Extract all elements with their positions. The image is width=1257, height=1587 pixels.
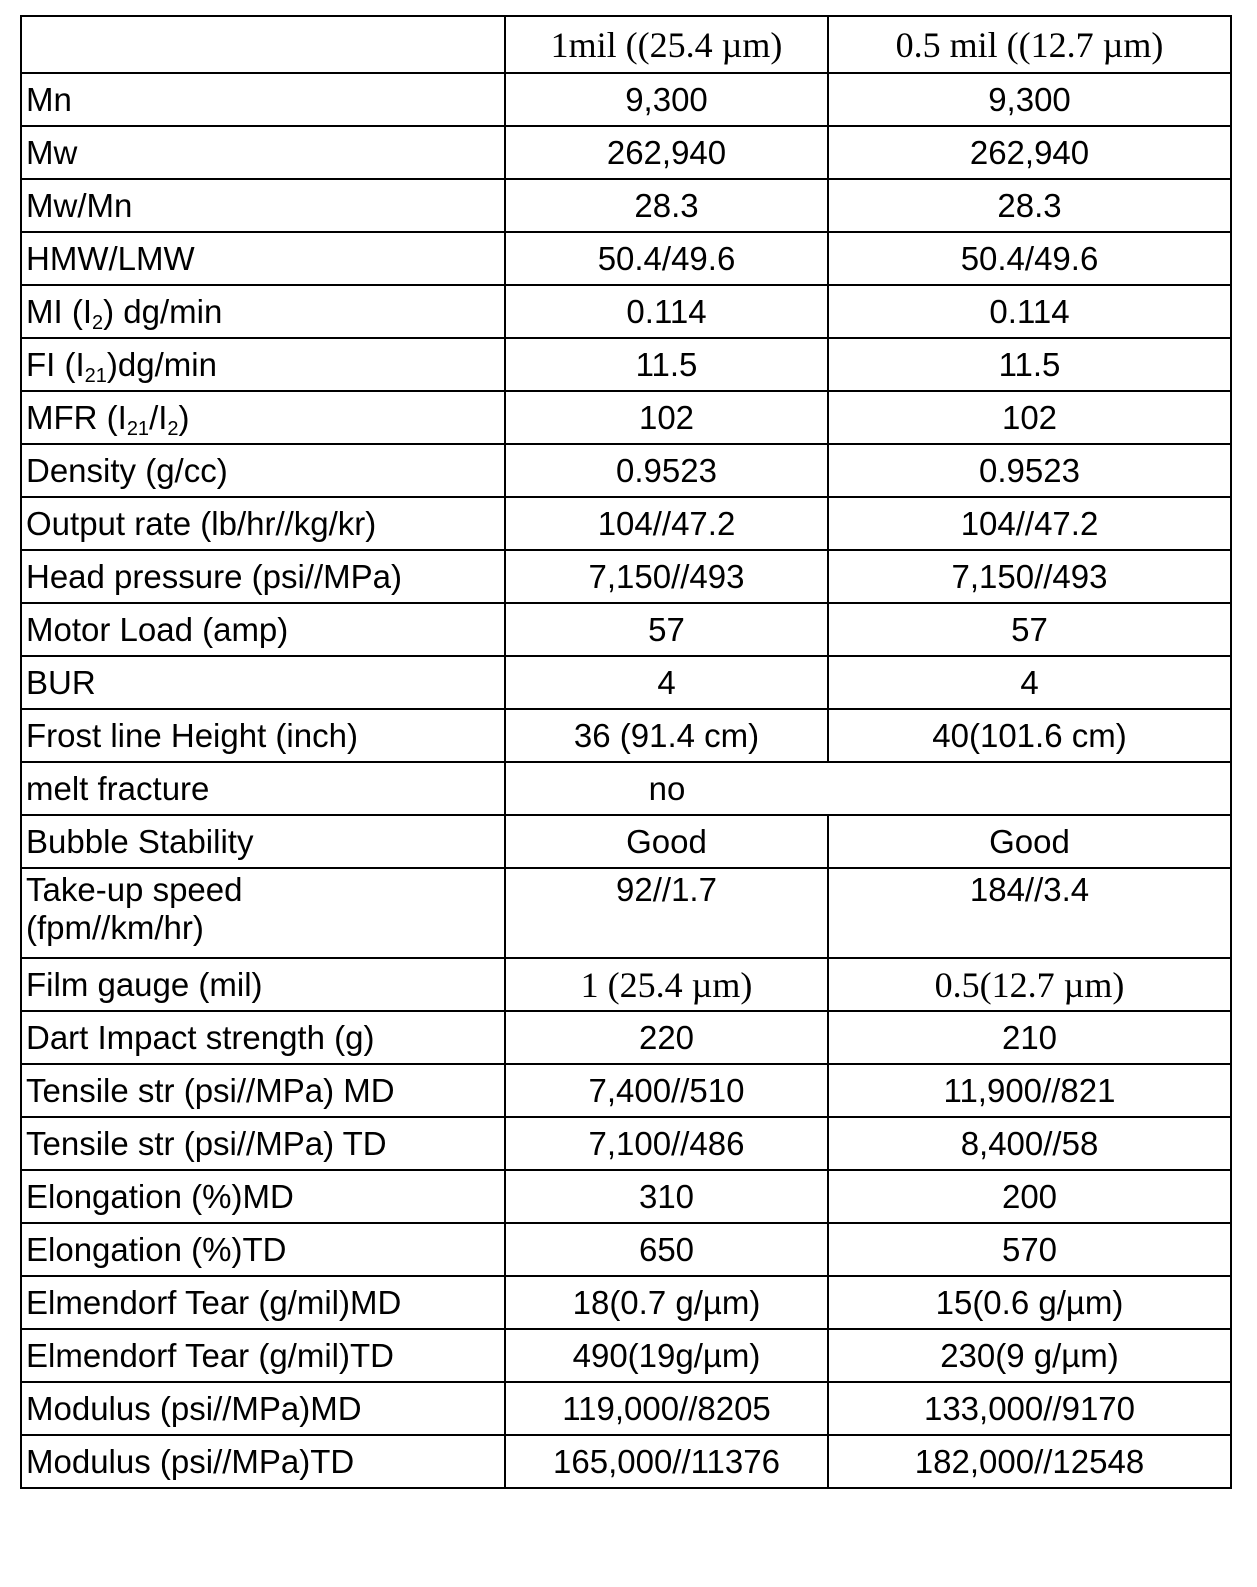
value-0-5mil: 262,940 <box>828 126 1231 179</box>
value-1mil: 650 <box>505 1223 828 1276</box>
label-text: Modulus (psi//MPa)TD <box>26 1443 354 1480</box>
table-row <box>21 1329 1231 1382</box>
value-1mil: 310 <box>505 1170 828 1223</box>
label-text: (fpm//km/hr) <box>26 909 204 946</box>
row-label <box>21 126 505 179</box>
label-text: Mn <box>26 81 72 118</box>
row-label <box>21 1329 505 1382</box>
table-row <box>21 550 1231 603</box>
table-row <box>21 762 1231 815</box>
label-text: MI (I <box>26 293 92 330</box>
value-0-5mil: 104//47.2 <box>828 497 1231 550</box>
value-1mil: 262,940 <box>505 126 828 179</box>
value-text: no <box>506 770 828 808</box>
row-label <box>21 1276 505 1329</box>
value-1mil: 57 <box>505 603 828 656</box>
value-0-5mil: 4 <box>828 656 1231 709</box>
table-row <box>21 232 1231 285</box>
row-label <box>21 1170 505 1223</box>
table-row <box>21 338 1231 391</box>
row-label <box>21 1223 505 1276</box>
table-row <box>21 179 1231 232</box>
label-subscript: 2 <box>92 312 103 334</box>
label-text: Elmendorf Tear (g/mil)TD <box>26 1337 394 1374</box>
value-1mil: 165,000//11376 <box>505 1435 828 1488</box>
row-label <box>21 338 505 391</box>
value-0-5mil: 102 <box>828 391 1231 444</box>
value-0-5mil: 184//3.4 <box>828 868 1231 958</box>
table-row <box>21 603 1231 656</box>
table-row <box>21 126 1231 179</box>
row-label <box>21 73 505 126</box>
value-0-5mil: 28.3 <box>828 179 1231 232</box>
value-0-5mil: 182,000//12548 <box>828 1435 1231 1488</box>
value-0-5mil: 0.114 <box>828 285 1231 338</box>
value-1mil: 7,100//486 <box>505 1117 828 1170</box>
table-row <box>21 1382 1231 1435</box>
header-1mil: 1mil ((25.4 µm) <box>505 16 828 73</box>
row-label <box>21 444 505 497</box>
table-row <box>21 1223 1231 1276</box>
row-label <box>21 497 505 550</box>
table-row <box>21 1435 1231 1488</box>
value-0-5mil: 0.5(12.7 µm) <box>828 958 1231 1011</box>
value-1mil: 4 <box>505 656 828 709</box>
value-1mil: 7,150//493 <box>505 550 828 603</box>
table-row <box>21 1170 1231 1223</box>
row-label <box>21 1064 505 1117</box>
table-row <box>21 73 1231 126</box>
row-label <box>21 815 505 868</box>
value-1mil: 28.3 <box>505 179 828 232</box>
label-text: Elongation (%)MD <box>26 1178 294 1215</box>
table-row <box>21 709 1231 762</box>
value-1mil: 50.4/49.6 <box>505 232 828 285</box>
value-0-5mil: 57 <box>828 603 1231 656</box>
value-0-5mil: 8,400//58 <box>828 1117 1231 1170</box>
value-0-5mil: 15(0.6 g/µm) <box>828 1276 1231 1329</box>
label-text: FI (I <box>26 346 85 383</box>
label-subscript: 2 <box>167 418 178 440</box>
label-subscript: 21 <box>127 418 149 440</box>
row-label <box>21 391 505 444</box>
value-0-5mil: 230(9 g/µm) <box>828 1329 1231 1382</box>
value-0-5mil: 7,150//493 <box>828 550 1231 603</box>
row-label <box>21 179 505 232</box>
value-1mil: 7,400//510 <box>505 1064 828 1117</box>
label-text: ) dg/min <box>103 293 222 330</box>
header-row <box>21 16 1231 73</box>
label-text: Head pressure (psi//MPa) <box>26 558 402 595</box>
value-0-5mil: 40(101.6 cm) <box>828 709 1231 762</box>
value-1mil: 0.9523 <box>505 444 828 497</box>
table-row <box>21 656 1231 709</box>
label-text: Modulus (psi//MPa)MD <box>26 1390 362 1427</box>
label-text: Motor Load (amp) <box>26 611 288 648</box>
row-label <box>21 1435 505 1488</box>
row-label <box>21 232 505 285</box>
row-label <box>21 656 505 709</box>
table-row <box>21 1117 1231 1170</box>
value-0-5mil: 9,300 <box>828 73 1231 126</box>
value-1mil: 220 <box>505 1011 828 1064</box>
row-label <box>21 1117 505 1170</box>
value-1mil: 9,300 <box>505 73 828 126</box>
label-text: Bubble Stability <box>26 823 253 860</box>
label-text: Dart Impact strength (g) <box>26 1019 374 1056</box>
value-1mil: 0.114 <box>505 285 828 338</box>
value-0-5mil: 0.9523 <box>828 444 1231 497</box>
table-row <box>21 391 1231 444</box>
label-text: Frost line Height (inch) <box>26 717 358 754</box>
table-row <box>21 497 1231 550</box>
label-text: MFR (I <box>26 399 127 436</box>
value-0-5mil: 50.4/49.6 <box>828 232 1231 285</box>
value-1mil: 490(19g/µm) <box>505 1329 828 1382</box>
label-text: Take-up speed <box>26 871 242 908</box>
header-blank-cell <box>21 16 505 73</box>
value-1mil: 18(0.7 g/µm) <box>505 1276 828 1329</box>
label-text: BUR <box>26 664 96 701</box>
table-row <box>21 1276 1231 1329</box>
value-0-5mil: 570 <box>828 1223 1231 1276</box>
table-row <box>21 444 1231 497</box>
row-label <box>21 958 505 1011</box>
value-1mil: 104//47.2 <box>505 497 828 550</box>
row-label <box>21 709 505 762</box>
row-label <box>21 868 505 958</box>
table-row <box>21 1064 1231 1117</box>
table-row <box>21 285 1231 338</box>
value-0-5mil: 210 <box>828 1011 1231 1064</box>
value-0-5mil: 11,900//821 <box>828 1064 1231 1117</box>
table-row <box>21 958 1231 1011</box>
value-1mil: 11.5 <box>505 338 828 391</box>
film-properties-table <box>20 15 1232 1489</box>
label-text: Density (g/cc) <box>26 452 228 489</box>
row-label <box>21 550 505 603</box>
row-label <box>21 285 505 338</box>
value-1mil: 36 (91.4 cm) <box>505 709 828 762</box>
value-1mil: Good <box>505 815 828 868</box>
label-text: HMW/LMW <box>26 240 195 277</box>
merged-value-cell <box>505 762 1231 815</box>
value-1mil: 102 <box>505 391 828 444</box>
label-text: Tensile str (psi//MPa) TD <box>26 1125 387 1162</box>
label-text: melt fracture <box>26 770 209 807</box>
value-1mil: 1 (25.4 µm) <box>505 958 828 1011</box>
label-text: Output rate (lb/hr//kg/kr) <box>26 505 376 542</box>
label-text: )dg/min <box>107 346 217 383</box>
value-0-5mil: 11.5 <box>828 338 1231 391</box>
value-0-5mil: Good <box>828 815 1231 868</box>
row-label <box>21 603 505 656</box>
label-text: Elongation (%)TD <box>26 1231 286 1268</box>
value-0-5mil: 133,000//9170 <box>828 1382 1231 1435</box>
value-1mil: 92//1.7 <box>505 868 828 958</box>
table-row <box>21 868 1231 958</box>
table-row <box>21 815 1231 868</box>
table-row <box>21 1011 1231 1064</box>
label-text: Mw/Mn <box>26 187 132 224</box>
row-label <box>21 1382 505 1435</box>
value-1mil: 119,000//8205 <box>505 1382 828 1435</box>
row-label <box>21 1011 505 1064</box>
label-text: ) <box>179 399 190 436</box>
row-label <box>21 762 505 815</box>
label-text: /I <box>149 399 167 436</box>
value-0-5mil: 200 <box>828 1170 1231 1223</box>
label-text: Elmendorf Tear (g/mil)MD <box>26 1284 401 1321</box>
label-subscript: 21 <box>85 365 107 387</box>
label-text: Tensile str (psi//MPa) MD <box>26 1072 395 1109</box>
header-0-5mil: 0.5 mil ((12.7 µm) <box>828 16 1231 73</box>
label-text: Film gauge (mil) <box>26 966 263 1003</box>
label-text: Mw <box>26 134 77 171</box>
